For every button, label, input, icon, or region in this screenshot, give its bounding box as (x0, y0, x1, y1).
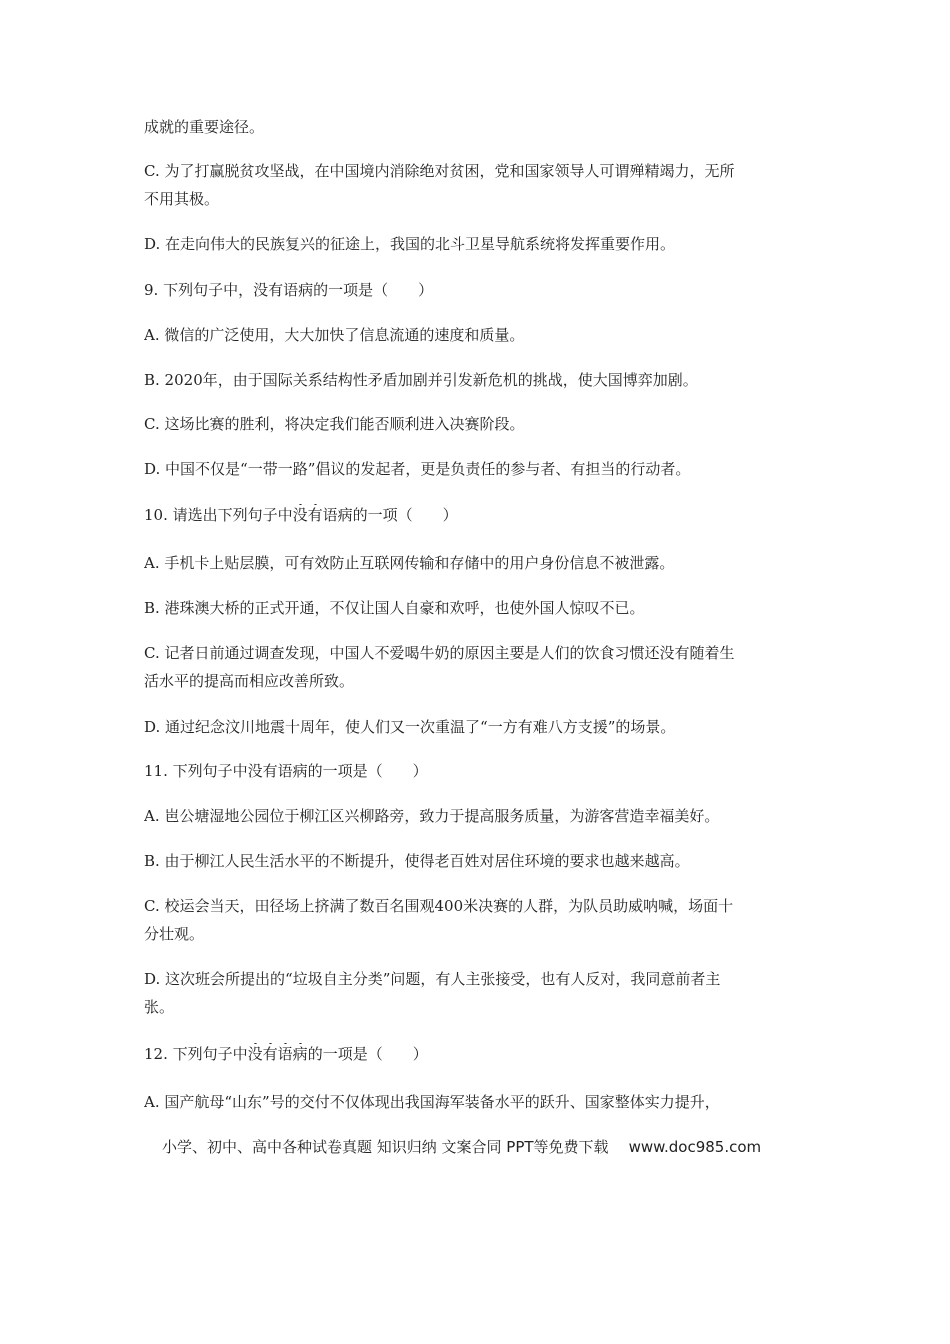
text-line: D. 中国不仅是“一带一路”倡议的发起者，更是负责任的参与者、有担当的行动者。 (144, 460, 691, 478)
question-12-title (144, 1043, 814, 1065)
text-line: 不用其极。 (144, 190, 220, 208)
emphasis-dot-char: 有 (307, 506, 323, 524)
text-line: B. 2020年，由于国际关系结构性矛盾加剧并引发新危机的挑战，使大国博弈加剧。 (144, 371, 698, 389)
text-line: C. 这场比赛的胜利，将决定我们能否顺利进入决赛阶段。 (144, 415, 525, 433)
question-10-text-after: 语病的一项（ ） (322, 506, 458, 524)
text-line: A. 微信的广泛使用，大大加快了信息流通的速度和质量。 (144, 326, 525, 344)
footer-text: 小学、初中、高中各种试卷真题 知识归纳 文案合同 PPT等免费下载 (162, 1138, 609, 1156)
page-footer (162, 1136, 761, 1158)
text-line: C. 为了打赢脱贫攻坚战，在中国境内消除绝对贫困，党和国家领导人可谓殚精竭力，无所 (144, 162, 735, 180)
question-11-title: 11. 下列句子中没有语病的一项是（ ） (144, 762, 428, 780)
text-line: D. 在走向伟大的民族复兴的征途上，我国的北斗卫星导航系统将发挥重要作用。 (144, 235, 676, 253)
emphasis-dot-char: 病 (292, 1045, 308, 1063)
text-line: 张。 (144, 998, 175, 1016)
question-12-text-after: 的一项是（ ） (307, 1045, 428, 1063)
text-line: A. 岜公塘湿地公园位于柳江区兴柳路旁，致力于提高服务质量，为游客营造幸福美好。 (144, 807, 720, 825)
footer-url: www.doc985.com (628, 1138, 762, 1156)
text-line: B. 由于柳江人民生活水平的不断提升，使得老百姓对居住环境的要求也越来越高。 (144, 852, 690, 870)
question-10-text-before: 10. 请选出下列句子中 (144, 506, 293, 524)
emphasis-dot-char: 有 (262, 1045, 278, 1063)
emphasis-dot-char: 没 (247, 1045, 263, 1063)
question-12-text-before: 12. 下列句子中 (144, 1045, 248, 1063)
emphasis-dot-char: 语 (277, 1045, 293, 1063)
text-line: C. 校运会当天，田径场上挤满了数百名围观400米决赛的人群，为队员助威呐喊，场面十 (144, 897, 734, 915)
text-line: A. 手机卡上贴层膜，可有效防止互联网传输和存储中的用户身份信息不被泄露。 (144, 554, 675, 572)
text-line: D. 通过纪念汶川地震十周年，使人们又一次重温了“一方有难八方支援”的场景。 (144, 718, 676, 736)
text-line: 分壮观。 (144, 925, 205, 943)
emphasis-dot-char: 没 (292, 506, 308, 524)
text-line: A. 国产航母“山东”号的交付不仅体现出我国海军装备水平的跃升、国家整体实力提升， (144, 1093, 720, 1111)
text-line: B. 港珠澳大桥的正式开通，不仅让国人自豪和欢呼，也使外国人惊叹不已。 (144, 599, 645, 617)
question-9-title: 9. 下列句子中，没有语病的一项是（ ） (144, 281, 434, 299)
text-line: 成就的重要途径。 (144, 118, 265, 136)
text-line: D. 这次班会所提出的“垃圾自主分类”问题，有人主张接受，也有人反对，我同意前者主 (144, 970, 721, 988)
text-line: C. 记者日前通过调查发现，中国人不爱喝牛奶的原因主要是人们的饮食习惯还没有随着生 (144, 644, 735, 662)
text-line: 活水平的提高而相应改善所致。 (144, 672, 355, 690)
question-10-title (144, 504, 814, 526)
